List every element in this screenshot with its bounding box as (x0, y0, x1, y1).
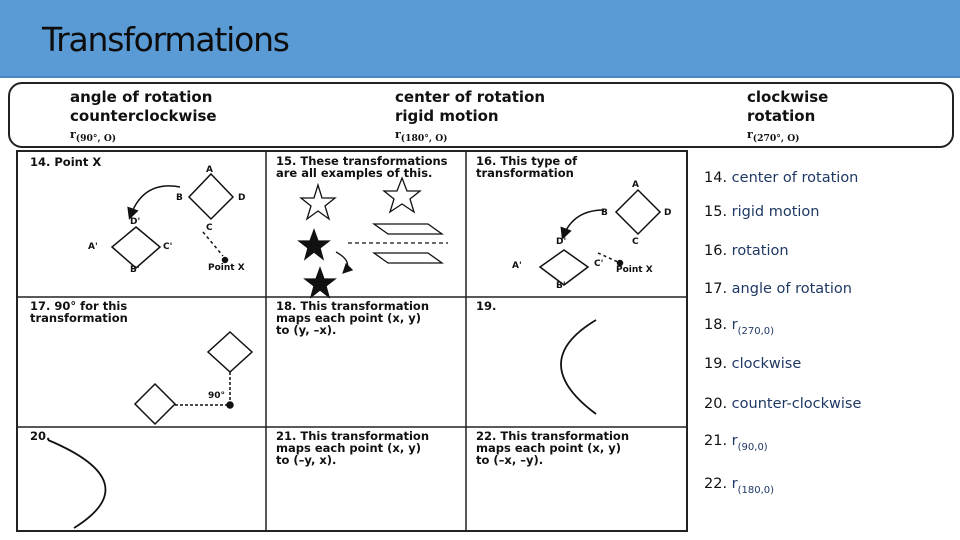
problem-19: 19. (476, 299, 497, 313)
label-Bp-14: B' (130, 265, 140, 275)
diamond-original (189, 174, 233, 219)
answer-16: 16. rotation (704, 243, 789, 259)
word-counterclockwise: counterclockwise (70, 107, 217, 125)
parallelogram-1 (374, 224, 442, 234)
label-A-16: A (632, 180, 639, 190)
answer-17: 17. angle of rotation (704, 281, 852, 297)
diamond-17a (208, 332, 252, 372)
label-Dp-16: D' (556, 237, 567, 247)
diamond-original-16 (616, 190, 660, 234)
label-A-14: A (206, 165, 213, 175)
label-Dp-14: D' (130, 217, 141, 227)
title-bar (0, 0, 960, 78)
problem-21: 21. This transformation maps each point (x, y) to (–y, x). (276, 429, 430, 467)
label-Bp-16: B' (556, 281, 566, 291)
answer-18: 18. $r_{(270,0)}$ (704, 317, 775, 337)
label-pointx-14: Point X (208, 263, 245, 273)
page-title: Transformations (42, 20, 289, 59)
label-D-16: D (664, 208, 672, 218)
problem-22: 22. This transformation maps each point (x, y) to (–x, –y). (476, 429, 630, 467)
star-outline-2 (384, 178, 420, 212)
answer-19: 19. clockwise (704, 356, 802, 372)
label-Ap-14: A' (88, 242, 98, 252)
word-rigid-motion: rigid motion (395, 107, 499, 125)
diamond-17b (135, 384, 175, 424)
answer-21: 21. $r_{(90,0)}$ (704, 433, 768, 453)
problem-17: 17. 90° for this transformation (30, 299, 128, 325)
star-outline-1 (301, 185, 335, 219)
diamond-image (112, 227, 160, 268)
figure-17 (135, 332, 252, 424)
word-center-of-rotation: center of rotation (395, 88, 546, 106)
label-B-16: B (601, 208, 608, 218)
answer-22: 22. $r_{(180,0)}$ (704, 476, 775, 496)
word-angle-of-rotation: angle of rotation (70, 88, 213, 106)
rotation-arrow-15 (336, 252, 348, 272)
parallelogram-2 (374, 253, 442, 263)
label-B-14: B (176, 193, 183, 203)
worksheet-figures (18, 152, 686, 530)
answer-20: 20. counter-clockwise (704, 396, 862, 412)
word-r180: $r_{(180^\circ, O)}$ (395, 128, 448, 145)
label-Cp-16: C' (594, 259, 604, 269)
center-point-17 (227, 402, 233, 408)
label-pointx-16: Point X (616, 265, 653, 275)
star-filled-2 (305, 268, 335, 297)
label-C-14: C (206, 223, 213, 233)
label-C-16: C (632, 237, 639, 247)
answer-15: 15. rigid motion (704, 204, 820, 220)
rotation-arrow (130, 186, 180, 217)
problem-14: 14. Point X (30, 155, 102, 169)
label-Cp-14: C' (163, 242, 173, 252)
label-D-14: D (238, 193, 246, 203)
problem-15: 15. These transformations are all examples of this. (276, 154, 448, 180)
arc-19 (561, 320, 596, 414)
word-bank (8, 82, 954, 148)
label-Ap-16: A' (512, 261, 522, 271)
problem-16: 16. This type of transformation (476, 154, 578, 180)
answer-14: 14. center of rotation (704, 170, 859, 186)
word-r270: $r_{(270^\circ, O)}$ (747, 128, 800, 145)
word-clockwise: clockwise (747, 88, 829, 106)
rotation-arrow-16 (563, 210, 604, 237)
worksheet-grid (16, 150, 688, 532)
grid-lines (18, 152, 686, 530)
arc-20 (48, 440, 105, 528)
word-r90: $r_{(90^\circ, O)}$ (70, 128, 117, 145)
word-rotation: rotation (747, 107, 816, 125)
figure-15 (299, 178, 448, 297)
star-filled-1 (299, 230, 329, 259)
label-angle-17: 90° (208, 391, 226, 401)
problem-18: 18. This transformation maps each point (x, y) to (y, –x). (276, 299, 430, 337)
problem-20: 20. (30, 429, 51, 443)
